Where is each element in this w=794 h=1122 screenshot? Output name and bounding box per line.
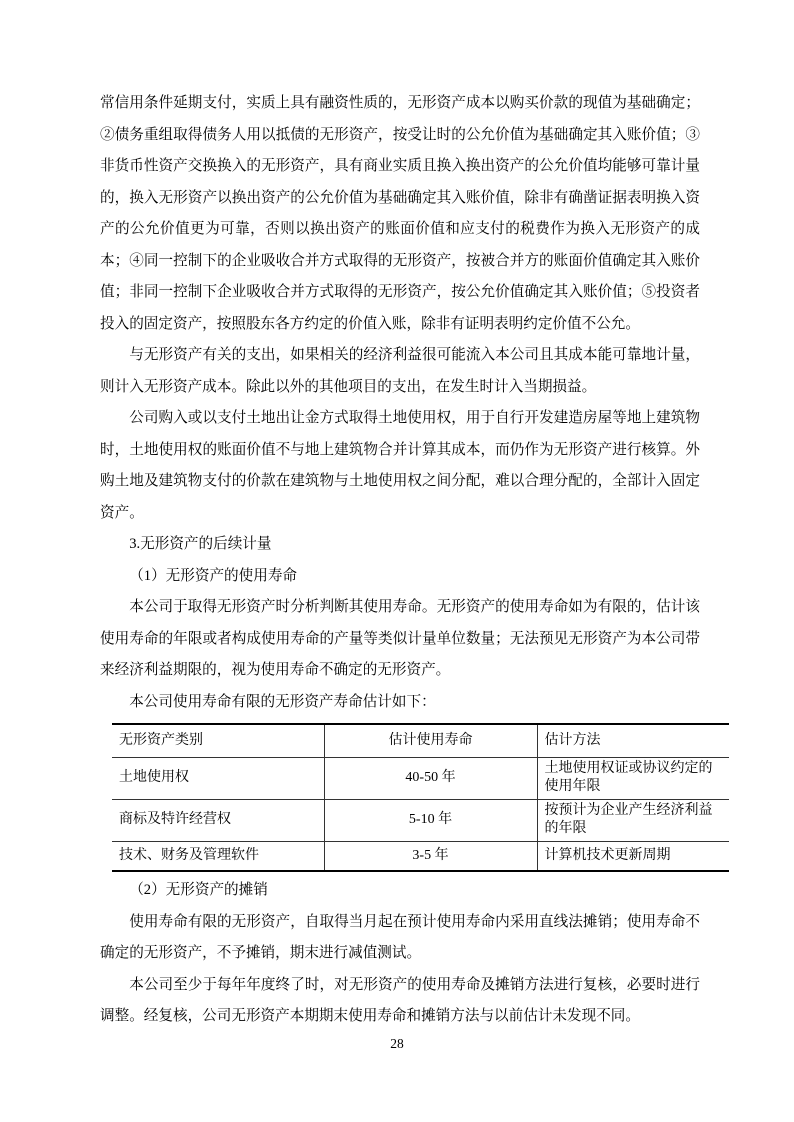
table-header-estimated-life: 估计使用寿命: [324, 724, 537, 757]
table-row-trademark-franchise: [112, 799, 729, 841]
paragraph-intangible-asset-cost-continuation: 常信用条件延期支付，实质上具有融资性质的，无形资产成本以购买价款的现值为基础确定；②债务重组取得债务人用以抵债的无形资产，按受让时的公允价值为基础确定其入账价值；③非货币性资产交换换入的无形资产，具有商业实质且换入换出资产的公允价值均能够可靠计量的，换入无形资产以换出资产的公允价值为基础确定其入账价值，除非有确凿证据表明换入资产的公允价值更为可靠，否则以换出资产的账面价值和应支付的税费作为换入无形资产的成本；④同一控制下的企业吸收合并方式取得的无形资产，按被合并方的账面价值确定其入账价值；非同一控制下企业吸收合并方式取得的无形资产，按公允价值确定其入账价值；⑤投资者投入的固定资产，按照股东各方约定的价值入账，除非有证明表明约定价值不公允。: [100, 95, 700, 332]
cell-estimation-method: 土地使用权证或协议约定的使用年限: [537, 757, 729, 799]
cell-estimation-method: 计算机技术更新周期: [537, 841, 729, 871]
cell-estimation-method: 按预计为企业产生经济利益的年限: [537, 799, 729, 841]
paragraph-table-intro: 本公司使用寿命有限的无形资产寿命估计如下：: [129, 693, 436, 710]
paragraph-land-use-right: 公司购入或以支付土地出让金方式取得土地使用权，用于自行开发建造房屋等地上建筑物时，土地使用权的账面价值不与地上建筑物合并计算其成本，而仍作为无形资产进行核算。外购土地及建筑物支付的价款在建筑物与土地使用权之间分配，难以合理分配的，全部计入固定资产。: [100, 410, 700, 521]
table-row-software: [112, 841, 729, 871]
paragraph-amortization-method: 使用寿命有限的无形资产，自取得当月起在预计使用寿命内采用直线法摊销；使用寿命不确定的无形资产，不予摊销，期末进行减值测试。: [100, 913, 700, 961]
paragraph-useful-life-analysis: 本公司于取得无形资产时分析判断其使用寿命。无形资产的使用寿命如为有限的，估计该使用寿命的年限或者构成使用寿命的产量等类似计量单位数量；无法预见无形资产为本公司带来经济利益期限的，视为使用寿命不确定的无形资产。: [100, 599, 700, 678]
heading-amortization: （2）无形资产的摊销: [129, 882, 268, 898]
intangible-assets-useful-life-table: [112, 723, 729, 872]
heading-subsequent-measurement: 3.无形资产的后续计量: [129, 536, 272, 552]
table-header-category: 无形资产类别: [112, 724, 324, 757]
table-header-row: [112, 724, 729, 757]
paragraph-expenditure: 与无形资产有关的支出，如果相关的经济利益很可能流入本公司且其成本能可靠地计量，则计入无形资产成本。除此以外的其他项目的支出，在发生时计入当期损益。: [100, 347, 700, 395]
paragraph-review: 本公司至少于每年年度终了时，对无形资产的使用寿命及摊销方法进行复核，必要时进行调整。经复核，公司无形资产本期期末使用寿命和摊销方法与以前估计未发现不同。: [100, 976, 700, 1024]
table-header-estimation-method: 估计方法: [537, 724, 729, 757]
cell-estimated-life: 5-10 年: [324, 799, 537, 841]
table-row-land-use-right: [112, 757, 729, 799]
heading-useful-life: （1）无形资产的使用寿命: [129, 567, 298, 584]
cell-category: 技术、财务及管理软件: [119, 847, 259, 863]
page-number: 28: [390, 1036, 404, 1051]
cell-estimated-life: 3-5 年: [324, 841, 537, 871]
cell-category: 商标及特许经营权: [112, 799, 324, 841]
page-content: [100, 88, 713, 1033]
cell-estimated-life: 40-50 年: [324, 757, 537, 799]
cell-category: 土地使用权: [112, 757, 324, 799]
